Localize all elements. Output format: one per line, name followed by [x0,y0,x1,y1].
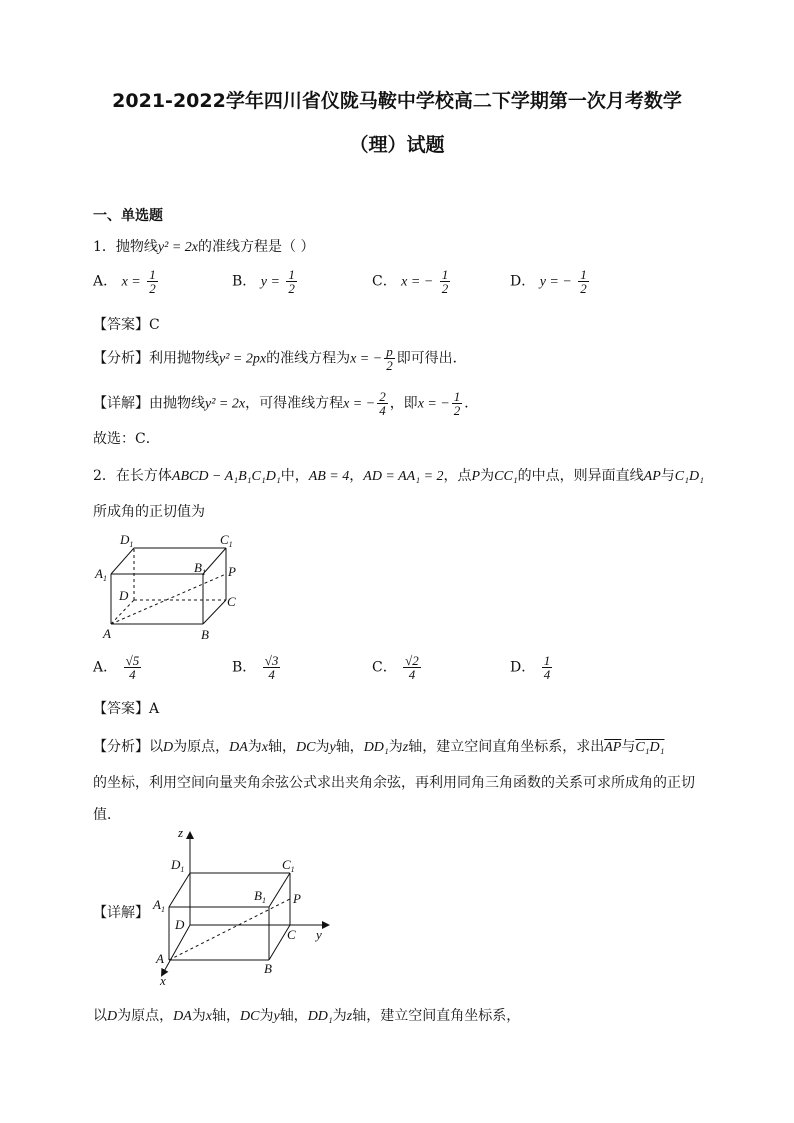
fraction-numerator: 1 [441,267,449,282]
option-letter: C． [372,273,397,290]
label-p: P [228,564,236,579]
label-c: C [227,594,236,609]
fraction-denominator: 4 [543,667,551,682]
q2-figure-coordinate-box [150,825,350,990]
detail-tag: 【详解】 [93,395,149,412]
stem-text: 为 [480,468,495,484]
stem-math: AD = AA₁ = 2 [363,469,444,484]
fraction-numerator: 1 [580,267,587,282]
stem-math: ABCD − A₁B₁C₁D₁ [171,469,281,484]
page-title-line2: （理）试题 [349,134,445,156]
q2-analysis-line1 [93,736,665,756]
q2-option-b [232,654,282,681]
label-d1: $D_1$ [171,857,185,874]
analysis-math: z [402,740,409,755]
q1-number: 1． [93,239,116,255]
detail-text: ． [464,395,479,412]
detail-math: x [205,1009,213,1024]
fraction-numerator: 1 [149,267,156,282]
q1-detail [93,390,478,417]
option-lhs: x = [121,274,141,290]
q1-option-c [372,268,452,295]
detail-text: 轴， [212,1008,241,1024]
q1-answer [93,314,160,334]
option-letter: D． [510,659,536,676]
edge-a1d1 [169,873,190,907]
fraction-denominator: 2 [149,281,156,296]
q2-answer [93,698,159,718]
label-d: D [175,917,185,932]
detail-text: ，即 [389,395,418,412]
analysis-math: DC [296,740,316,755]
label-d1: $D_1$ [120,532,134,549]
analysis-text: 轴， [335,739,364,755]
stem-math: AP [643,469,661,484]
analysis-text: 与 [621,739,636,755]
stem-text: 的中点，则异面直线 [517,468,644,484]
detail-math: y [273,1009,280,1024]
detail-text: 为原点， [117,1008,174,1024]
option-letter: A． [93,659,118,676]
q1-conclusion: 故选：C． [93,431,160,447]
fraction-denominator: 4 [268,667,275,682]
analysis-text: 的准线方程为 [266,350,351,367]
option-fraction [286,268,297,295]
analysis-text: 轴，建立空间直角坐标系，求出 [408,739,605,755]
analysis-text: 为原点， [173,739,230,755]
stem-text: ，点 [443,468,472,484]
detail-math: D [107,1009,118,1024]
analysis-math: x [261,740,269,755]
analysis-math: DD₁ [363,740,389,755]
q2-detail-tag: 【详解】 [93,905,149,921]
edge-bc [203,600,226,624]
fraction-denominator: 2 [441,281,449,296]
analysis-text: 即可得出． [396,350,467,367]
label-p: P [293,891,301,906]
q2-detail-line [93,1005,520,1025]
option-lhs: x = − [401,274,434,290]
fraction-numerator: 1 [288,267,295,282]
answer-value: C [149,317,160,333]
fraction-denominator: 2 [288,281,295,296]
analysis-tag: 【分析】 [93,350,149,367]
stem-text: 与 [660,468,675,484]
detail-text: 轴，建立空间直角坐标系， [352,1008,521,1024]
edge-b1c1 [269,873,290,907]
q1-stem [93,236,314,256]
q2-option-d [510,654,554,681]
label-b1: $B_1$ [254,888,266,905]
label-y: y [316,927,322,942]
analysis-text: 为 [247,739,262,755]
analysis-text: 轴， [268,739,297,755]
q2-option-c [372,654,423,681]
q2-stem-line1 [93,465,704,485]
stem-math: P [471,469,481,484]
detail-text: 由抛物线 [149,395,205,412]
q1-analysis [93,345,467,372]
q1-stem-equation: y² = 2x [157,240,198,255]
analysis-math: DA [229,740,248,755]
q2-figure-box [90,532,250,647]
label-b1: $B_1$ [194,560,206,577]
fraction-denominator: 4 [379,403,386,418]
edge-b1c1 [203,548,226,574]
q1-stem-post: 的准线方程是（ ） [198,239,315,255]
fraction-numerator: √3 [264,653,279,668]
fraction-numerator: 2 [379,389,386,404]
label-a1: $A_1$ [153,897,165,914]
label-b: B [264,961,272,976]
q1-option-b [232,268,299,295]
fraction-numerator: 1 [543,653,551,668]
fraction-numerator: √2 [405,653,419,668]
fraction-denominator: 2 [580,281,587,296]
vector-c1d1: C₁D₁ [635,740,665,755]
fraction-denominator: 4 [129,667,136,682]
detail-equation: x = − [417,396,450,412]
label-z: z [178,825,184,840]
detail-fraction [377,390,388,417]
option-fraction [147,268,158,295]
stem-text: 在长方体 [115,468,172,484]
detail-math: DA [173,1009,192,1024]
label-a: A [103,626,111,641]
analysis-tag: 【分析】 [93,739,149,755]
label-a: A [156,951,164,966]
q2-number: 2． [93,468,116,484]
option-letter: D． [510,273,536,290]
label-a1: $A_1$ [95,566,107,583]
option-fraction [542,654,553,681]
stem-math: AB = 4 [308,469,350,484]
page-title-line1: 2021-2022学年四川省仪陇马鞍中学校高二下学期第一次月考数学 [112,90,682,112]
fraction-numerator: p [386,344,393,359]
detail-text: 为 [332,1008,347,1024]
q2-analysis-line2: 的坐标，利用空间向量夹角余弦公式求出夹角余弦，再利用同角三角函数的关系可求所成角的正切 [93,775,695,791]
stem-math: C₁D₁ [674,469,704,484]
edge-a1d1 [111,548,134,574]
analysis-math: D [163,740,174,755]
q1-option-d [510,268,591,295]
option-fraction [263,654,281,681]
q1-stem-pre: 抛物线 [115,239,158,255]
section-heading: 一、单选题 [93,208,163,224]
detail-text: 以 [93,1008,107,1024]
analysis-text: 为 [388,739,403,755]
option-fraction [124,654,142,681]
label-b: B [201,627,209,642]
vector-ap: $\overline{AP}$ [604,740,622,755]
analysis-equation: y² = 2px [219,351,267,367]
option-letter: B． [232,659,257,676]
option-letter: B． [232,273,257,290]
axis-x [162,925,190,975]
detail-text: 为 [259,1008,274,1024]
stem-text: ， [349,468,364,484]
detail-math: z [346,1009,353,1024]
analysis-text: 以 [149,739,163,755]
stem-text: 中， [280,468,309,484]
fraction-numerator: 1 [453,389,461,404]
analysis-math: y [329,740,336,755]
q2-option-a [93,654,143,681]
fraction-numerator: √5 [125,653,140,668]
label-x: x [160,973,166,988]
stem-math: CC₁ [494,469,518,484]
detail-text: ，可得准线方程 [245,395,344,412]
analysis-text: 利用抛物线 [149,350,219,367]
q2-analysis-line3: 值． [93,807,121,823]
option-letter: A． [93,273,118,290]
detail-math: DD₁ [307,1009,333,1024]
q1-option-a [93,268,160,295]
detail-equation: y² = 2x [205,396,246,412]
option-lhs: y = − [539,274,572,290]
fraction-denominator: 4 [408,667,416,682]
label-d: D [119,588,129,603]
answer-tag: 【答案】 [93,701,149,717]
option-lhs: y = [260,274,280,290]
option-letter: C． [372,659,397,676]
fraction-denominator: 2 [453,403,461,418]
detail-text: 轴， [279,1008,308,1024]
option-fraction [440,268,451,295]
edge-ad-hidden [111,600,134,624]
option-fraction [403,654,421,681]
label-c1: $C_1$ [282,857,295,874]
analysis-text: 为 [315,739,330,755]
analysis-equation: x = − [350,351,383,367]
answer-value: A [149,701,160,717]
detail-text: 为 [191,1008,206,1024]
answer-tag: 【答案】 [93,317,149,333]
label-c: C [287,927,296,942]
detail-math: DC [240,1009,260,1024]
detail-equation: x = − [343,396,376,412]
analysis-fraction [384,345,395,372]
detail-fraction [452,390,463,417]
fraction-denominator: 2 [386,358,393,373]
q2-stem-line2: 所成角的正切值为 [93,504,205,520]
label-c1: $C_1$ [220,532,233,549]
option-fraction [578,268,589,295]
